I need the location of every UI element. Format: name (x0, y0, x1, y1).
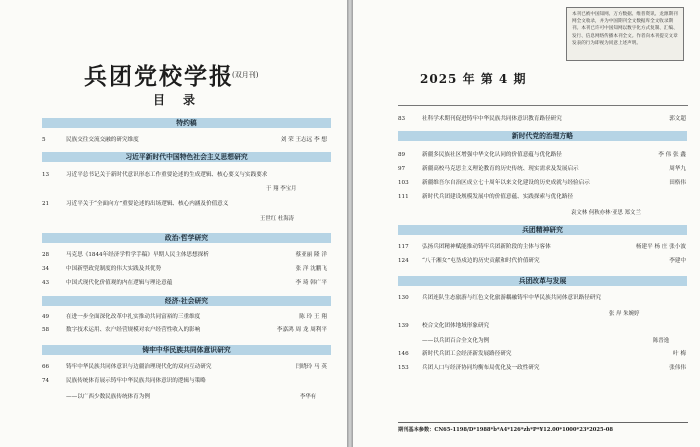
entry-author: 陈晋逸 (653, 338, 670, 344)
toc-entry[interactable] (398, 152, 690, 159)
toc-entry[interactable] (398, 116, 690, 123)
entry-title: 马克思《1844年经济学哲学手稿》早期人民主体思想探析 (66, 252, 209, 258)
entry-title: 中国式现代化价值观的内在逻辑与理论意蕴 (66, 280, 173, 286)
entry-author: 张 洋 沈鹏飞 (295, 266, 327, 272)
entry-title: 民族传统体育展示铸牢中华民族共同体意识的逻辑与策略 (66, 378, 206, 384)
issue-number: 2025 年 第 4 期 (420, 72, 527, 86)
entry-title: 兵团人口与经济协同均衡布局优化及一政性研究 (422, 365, 540, 371)
entry-page: 124 (398, 258, 409, 264)
entry-title: 民族交往交流交融的研究维度 (66, 137, 139, 143)
entry-author: 闫晓玲 马 英 (295, 364, 327, 370)
entry-page: 74 (42, 378, 50, 384)
entry-page: 97 (398, 166, 406, 172)
entry-title: 新疆高校马克思主义理论教育的历史传统、现实需求及发展启示 (422, 166, 579, 172)
entry-author: 王世红 杜海涛 (260, 216, 295, 222)
entry-page: 89 (398, 152, 406, 158)
frequency-label: (双月刊) (232, 71, 259, 79)
entry-title: 在进一步全面深化改革中扎实推动共同富裕的三重维度 (66, 314, 201, 320)
entry-title: 习近平关于“全面向方”重要论述的出场逻辑、核心内涵及价值意义 (66, 201, 229, 207)
toc-entry[interactable] (42, 201, 331, 208)
entry-title: 兵团连队生态旅游与红色文化旅游耦融铸牢中华民族共同体意识路径研究 (422, 295, 602, 301)
entry-page: 66 (42, 364, 50, 370)
entry-page: 83 (398, 116, 406, 122)
section-header: 新时代党的治理方略 (398, 131, 687, 141)
section-header: 政治·哲学研究 (42, 233, 331, 243)
toc-entry[interactable] (42, 280, 331, 287)
toc-entry[interactable] (398, 365, 690, 372)
entry-author: 李嘉鸿 周 龙 周利平 (276, 327, 327, 333)
entry-title: 弘扬兵团精神赋能推动铸牢兵团新阶段的主体与客体 (422, 244, 551, 250)
section-header: 习近平新时代中国特色社会主义思想研究 (42, 152, 331, 162)
entry-title: 习近平总书记关于新时代意识形态工作重要论述的生成逻辑、核心要义与实践要求 (66, 172, 268, 178)
entry-title: 校合文化团体地域形象研究 (422, 323, 490, 329)
entry-page: 21 (42, 201, 50, 207)
entry-page: 117 (398, 244, 409, 250)
entry-author: 田格伟 (669, 180, 686, 186)
toc-entry[interactable] (42, 364, 331, 371)
entry-page: 146 (398, 351, 409, 357)
toc-entry[interactable] (398, 180, 690, 187)
entry-page: 28 (42, 252, 50, 258)
entry-page: 34 (42, 266, 50, 272)
entry-title: 社科学术期刊促进铸牢中华民族共同体意识教育路径研究 (422, 116, 562, 122)
entry-page: 130 (398, 295, 409, 301)
entry-author: 李华有 (300, 394, 317, 400)
entry-page: 139 (398, 323, 409, 329)
toc-entry[interactable] (398, 244, 690, 251)
toc-entry[interactable] (42, 252, 331, 259)
entry-title: 数字技术运用、农户经营规模对农户经营性收入的影响 (66, 327, 201, 333)
entry-page: 103 (398, 180, 409, 186)
entry-authors: 张 岸 朱婉婷 (609, 311, 640, 317)
toc-entry[interactable] (398, 166, 690, 173)
toc-entry[interactable] (398, 258, 690, 265)
entry-page: 49 (42, 314, 50, 320)
entry-author: 杨建平 杨 庄 张小波 (635, 244, 686, 250)
entry-page: 13 (42, 172, 50, 178)
entry-author: 李建中 (669, 258, 686, 264)
entry-author: 于 翔 李宝月 (266, 186, 297, 192)
right-page-content (353, 0, 700, 447)
section-header: 铸牢中华民族共同体意识研究 (42, 345, 331, 355)
section-header: 特约稿 (42, 118, 331, 128)
toc-entry[interactable] (398, 194, 690, 201)
entry-subtitle: ——以兵团百合全文化为例 (422, 338, 490, 344)
entry-page: 111 (398, 194, 409, 200)
entry-author: 刘 荣 王志远 李 想 (280, 137, 327, 143)
toc-entry[interactable] (42, 137, 331, 144)
entry-title: 新疆维吾尔自治区成立七十周年以来文化建设的历史成就与经验启示 (422, 180, 590, 186)
entry-title: 新时代兵团建设规模发展中的价值意蕴、实践探索与优化路径 (422, 194, 574, 200)
left-page (0, 0, 347, 447)
toc-entry[interactable] (42, 327, 331, 334)
journal-title: 兵团党校学报 (84, 63, 234, 90)
entry-authors: 袁文林 何秋亦林·亚思 郑文兰 (571, 210, 641, 216)
entry-title: 铸牢中华民族共同体意识与边疆治理现代化的双向互动研究 (66, 364, 212, 370)
entry-author: 李 伟 张 鑫 (658, 152, 686, 158)
entry-page: 58 (42, 327, 50, 333)
entry-subtitle: ——以广西少数民族传统体育为例 (66, 394, 150, 400)
toc-entry[interactable] (398, 323, 690, 330)
toc-entry[interactable] (398, 351, 690, 358)
entry-author: 周华九 (669, 166, 686, 172)
entry-author: 陈 玲 王 翔 (299, 314, 327, 320)
entry-author: 蔡亚丽 隆 洋 (295, 252, 327, 258)
toc-entry[interactable] (42, 378, 331, 385)
toc-heading: 目录 (153, 93, 214, 107)
toc-entry[interactable] (42, 172, 331, 179)
toc-entry[interactable] (42, 266, 331, 273)
entry-author: 郭文超 (669, 116, 686, 122)
journal-parameters: 期刊基本参数：CN65-1198/D*1988*b*A4*126*zh*P*¥12.00*1000*23*2025-08 (398, 427, 613, 433)
footer-divider (398, 422, 688, 423)
copyright-notice: 本刊已被中国知网、万方数据、维普资讯、龙源期刊网全文收录，并为中国期刊全文数据库全文收录期刊。本刊已许可中国知网以数字化方式复制、汇编、发行、信息网络传播本刊全文。作者向本刊提交文章发表的行为即视为同意上述声明。 (566, 7, 684, 61)
section-header: 兵团精神研究 (398, 225, 687, 235)
entry-author: 李 琦 韩广平 (295, 280, 327, 286)
section-header: 兵团改革与发展 (398, 276, 687, 286)
entry-page: 43 (42, 280, 50, 286)
entry-title: 新疆多民族社区增强中华文化认同的价值意蕴与优化路径 (422, 152, 562, 158)
entry-title: 中国新型政党制度的伟大实践及其优势 (66, 266, 162, 272)
entry-author: 叶 梅 (673, 351, 686, 357)
entry-title: “八千湘女”屯垦戍边的历史贡献和时代价值研究 (422, 258, 540, 264)
entry-author: 张伟伟 (669, 365, 686, 371)
entry-page: 153 (398, 365, 409, 371)
section-header: 经济·社会研究 (42, 296, 331, 306)
entry-page: 5 (42, 137, 46, 143)
entry-title: 新时代兵团工会经济新发展路径研究 (422, 351, 512, 357)
toc-entry[interactable] (398, 295, 690, 302)
toc-entry[interactable] (42, 314, 331, 321)
